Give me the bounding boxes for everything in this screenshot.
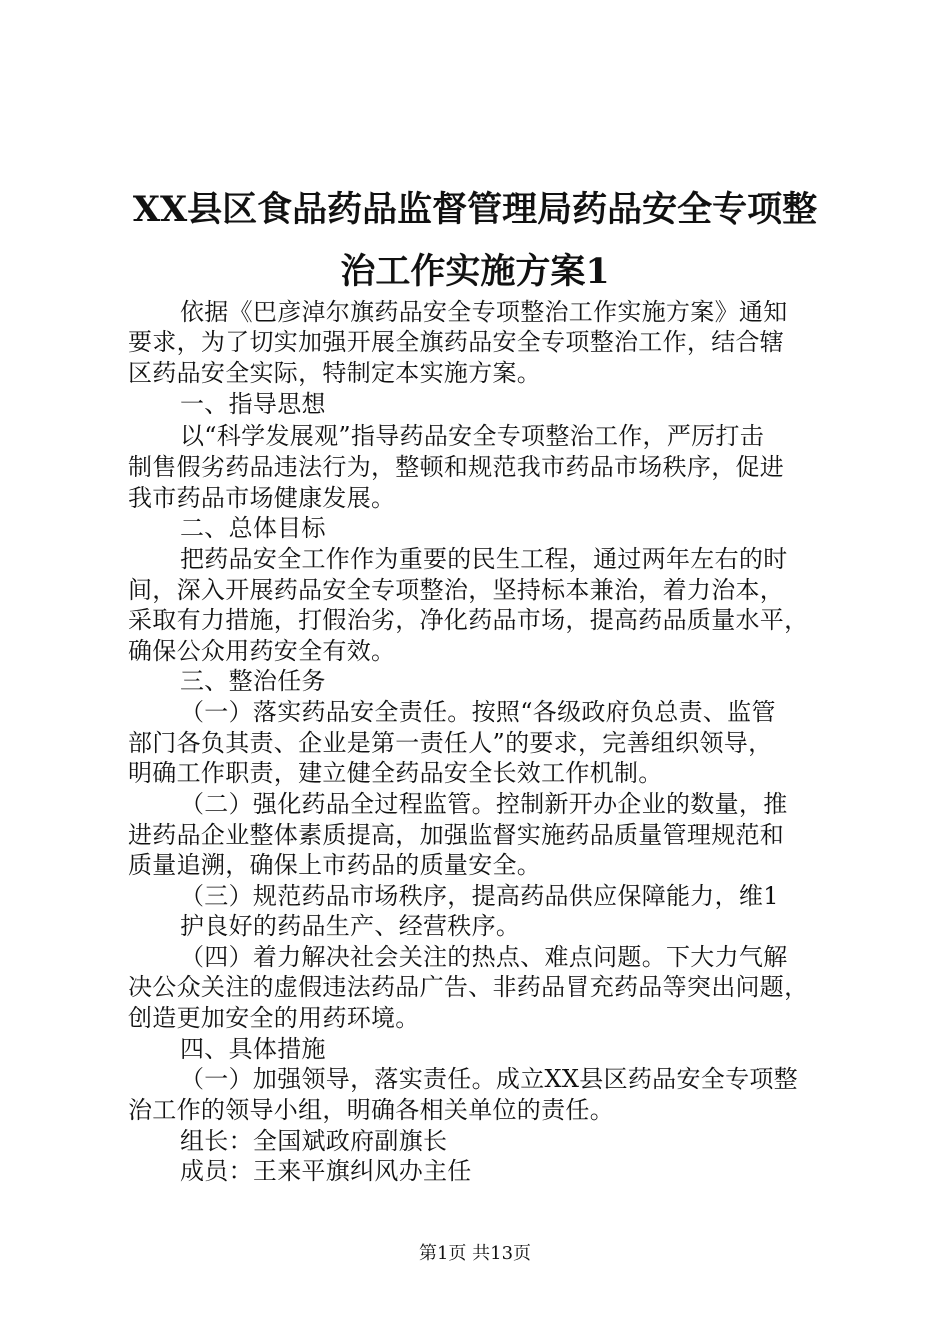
- section-heading: 四、具体措施: [180, 1035, 326, 1063]
- body-line: 创造更加安全的用药环境。: [128, 1004, 420, 1032]
- body-line: 确保公众用药安全有效。: [128, 637, 396, 665]
- body-line: 把药品安全工作作为重要的民生工程，通过两年左右的时: [180, 545, 788, 573]
- body-line: 我市药品市场健康发展。: [128, 484, 396, 512]
- document-title-line-2: 治工作实施方案1: [340, 251, 610, 292]
- section-heading: 三、整治任务: [180, 667, 326, 695]
- body-line: 组长：全国斌政府副旗长: [180, 1127, 448, 1155]
- body-line: 进药品企业整体素质提高，加强监督实施药品质量管理规范和: [128, 821, 785, 849]
- body-line: 要求，为了切实加强开展全旗药品安全专项整治工作，结合辖: [128, 328, 785, 356]
- body-line: 护良好的药品生产、经营秩序。: [180, 912, 521, 940]
- body-line: 成员：王来平旗纠风办主任: [180, 1157, 472, 1185]
- body-line: 间，深入开展药品安全专项整治，坚持标本兼治，着力治本，: [128, 576, 785, 604]
- body-line: 依据《巴彦淖尔旗药品安全专项整治工作实施方案》通知: [180, 298, 788, 326]
- body-line: 明确工作职责，建立健全药品安全长效工作机制。: [128, 759, 663, 787]
- body-line: 区药品安全实际，特制定本实施方案。: [128, 359, 542, 387]
- body-line: （一）加强领导，落实责任。成立XX县区药品安全专项整: [180, 1065, 798, 1093]
- body-line: （一）落实药品安全责任。按照“各级政府负总责、监管: [180, 698, 776, 726]
- body-line: （三）规范药品市场秩序，提高药品供应保障能力，维1: [180, 882, 779, 910]
- body-line: （二）强化药品全过程监管。控制新开办企业的数量，推: [180, 790, 788, 818]
- body-line: 以“科学发展观”指导药品安全专项整治工作，严厉打击: [180, 422, 765, 450]
- body-line: 决公众关注的虚假违法药品广告、非药品冒充药品等突出问题，: [128, 973, 809, 1001]
- body-line: 采取有力措施，打假治劣，净化药品市场，提高药品质量水平，: [128, 606, 809, 634]
- body-line: 部门各负其责、企业是第一责任人”的要求，完善组织领导，: [128, 729, 773, 757]
- body-line: 制售假劣药品违法行为，整顿和规范我市药品市场秩序，促进: [128, 453, 785, 481]
- body-line: 质量追溯，确保上市药品的质量安全。: [128, 851, 542, 879]
- document-title-line-1: XX县区食品药品监督管理局药品安全专项整: [132, 189, 818, 230]
- page-number-footer: 第1页 共13页: [418, 1243, 532, 1264]
- body-line: 治工作的领导小组，明确各相关单位的责任。: [128, 1096, 614, 1124]
- body-line: （四）着力解决社会关注的热点、难点问题。下大力气解: [180, 943, 788, 971]
- section-heading: 二、总体目标: [180, 514, 326, 542]
- section-heading: 一、指导思想: [180, 390, 326, 418]
